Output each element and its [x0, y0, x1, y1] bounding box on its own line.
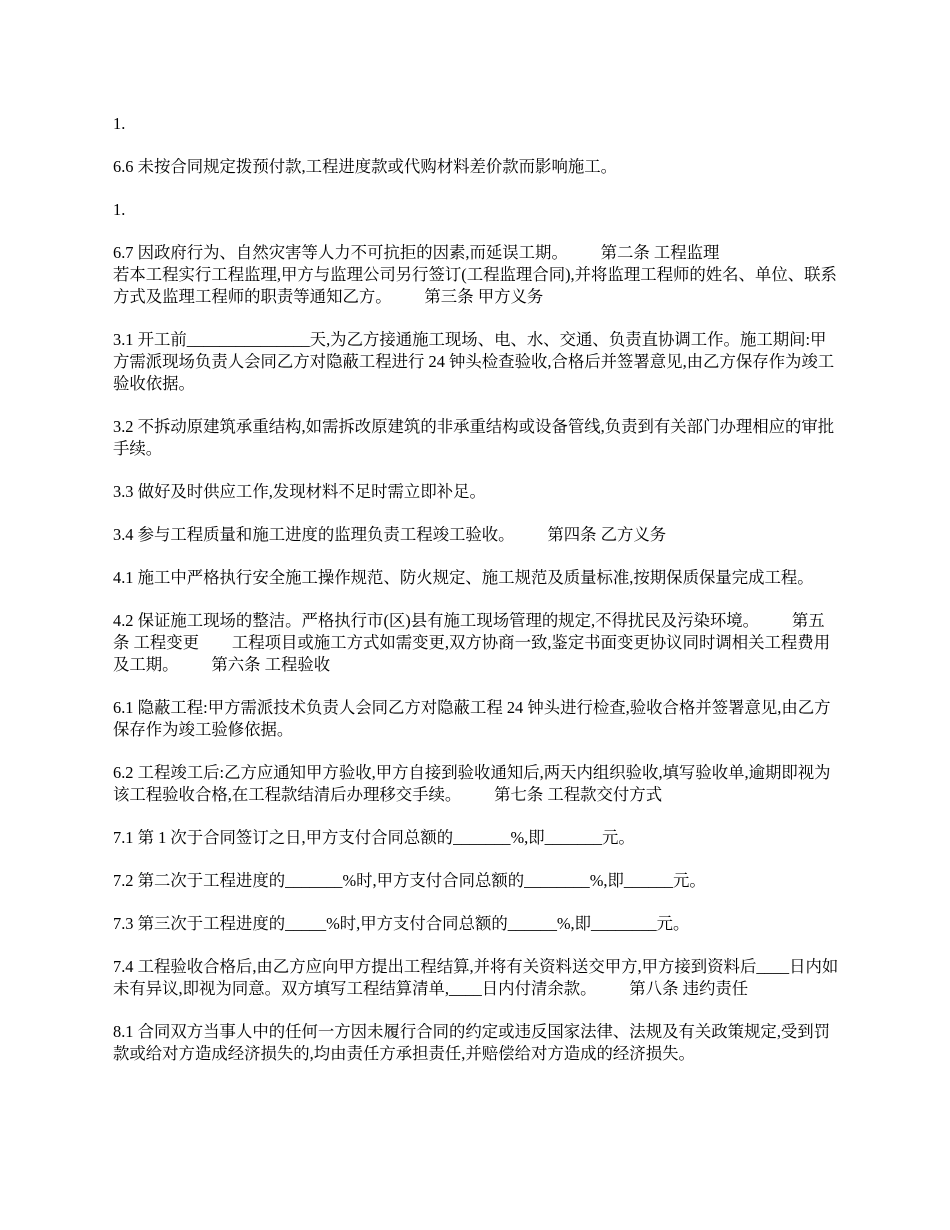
list-number: 1.	[113, 114, 126, 133]
clause-4-1: 4.1 施工中严格执行安全施工操作规范、防火规定、施工规范及质量标准,按期保质保量完成工程。	[113, 568, 814, 587]
clause-3-2: 3.2 不拆动原建筑承重结构,如需拆改原建筑的非承重结构或设备管线,负责到有关部门办理相应的审批手续。	[113, 417, 835, 458]
clause-6-1: 6.1 隐蔽工程:甲方需派技术负责人会同乙方对隐蔽工程 24 钟头进行检查,验收合格并签署意见,由乙方保存作为竣工验修依据。	[113, 698, 831, 739]
clause-6-2: 6.2 工程竣工后:乙方应通知甲方验收,甲方自接到验收通知后,两天内组织验收,填写验收单,逾期即视为该工程验收合格,在工程款结清后办理移交手续。 第七条 工程款交付方式	[113, 763, 831, 804]
clause-7-2: 7.2 第二次于工程进度的_______%时,甲方支付合同总额的________%,即______元。	[113, 871, 706, 890]
clause-7-4: 7.4 工程验收合格后,由乙方应向甲方提出工程结算,并将有关资料送交甲方,甲方接到资料后____日内如未有异议,即视为同意。双方填写工程结算清单,____日内付清余款。 第八条 违约责任	[113, 957, 839, 998]
clause-3-3: 3.3 做好及时供应工作,发现材料不足时需立即补足。	[113, 482, 486, 501]
clause-8-1: 8.1 合同双方当事人中的任何一方因未履行合同的约定或违反国家法律、法规及有关政策规定,受到罚款或给对方造成经济损失的,均由责任方承担责任,并赔偿给对方造成的经济损失。	[113, 1022, 831, 1063]
list-number: 1.	[113, 200, 126, 219]
clause-7-3: 7.3 第三次于工程进度的_____%时,甲方支付合同总额的______%,即________元。	[113, 914, 690, 933]
clause-6-6: 6.6 未按合同规定拨预付款,工程进度款或代购材料差价款而影响施工。	[113, 157, 618, 176]
clause-7-1: 7.1 第 1 次于合同签订之日,甲方支付合同总额的_______%,即_______元。	[113, 828, 635, 847]
clause-3-1: 3.1 开工前_______________天,为乙方接通施工现场、电、水、交通、负责直协调工作。施工期间:甲方需派现场负责人会同乙方对隐蔽工程进行 24 钟头检查验收,合格后并签署意见,由乙方保存作为竣工验收依据。	[113, 330, 835, 393]
clause-4-2: 4.2 保证施工现场的整洁。严格执行市(区)县有施工现场管理的规定,不得扰民及污染环境。 第五条 工程变更 工程项目或施工方式如需变更,双方协商一致,鉴定书面变更协议同时调相关工程费用及工期。 第六条 工程验收	[113, 611, 831, 674]
clause-6-7: 6.7 因政府行为、自然灾害等人力不可抗拒的因素,而延误工期。 第二条 工程监理 若本工程实行工程监理,甲方与监理公司另行签订(工程监理合同),并将监理工程师的姓名、单位、联系方式及监理工程师的职责等通知乙方。 第三条 甲方义务	[113, 243, 837, 306]
clause-3-4: 3.4 参与工程质量和施工进度的监理负责工程竣工验收。 第四条 乙方义务	[113, 525, 667, 544]
